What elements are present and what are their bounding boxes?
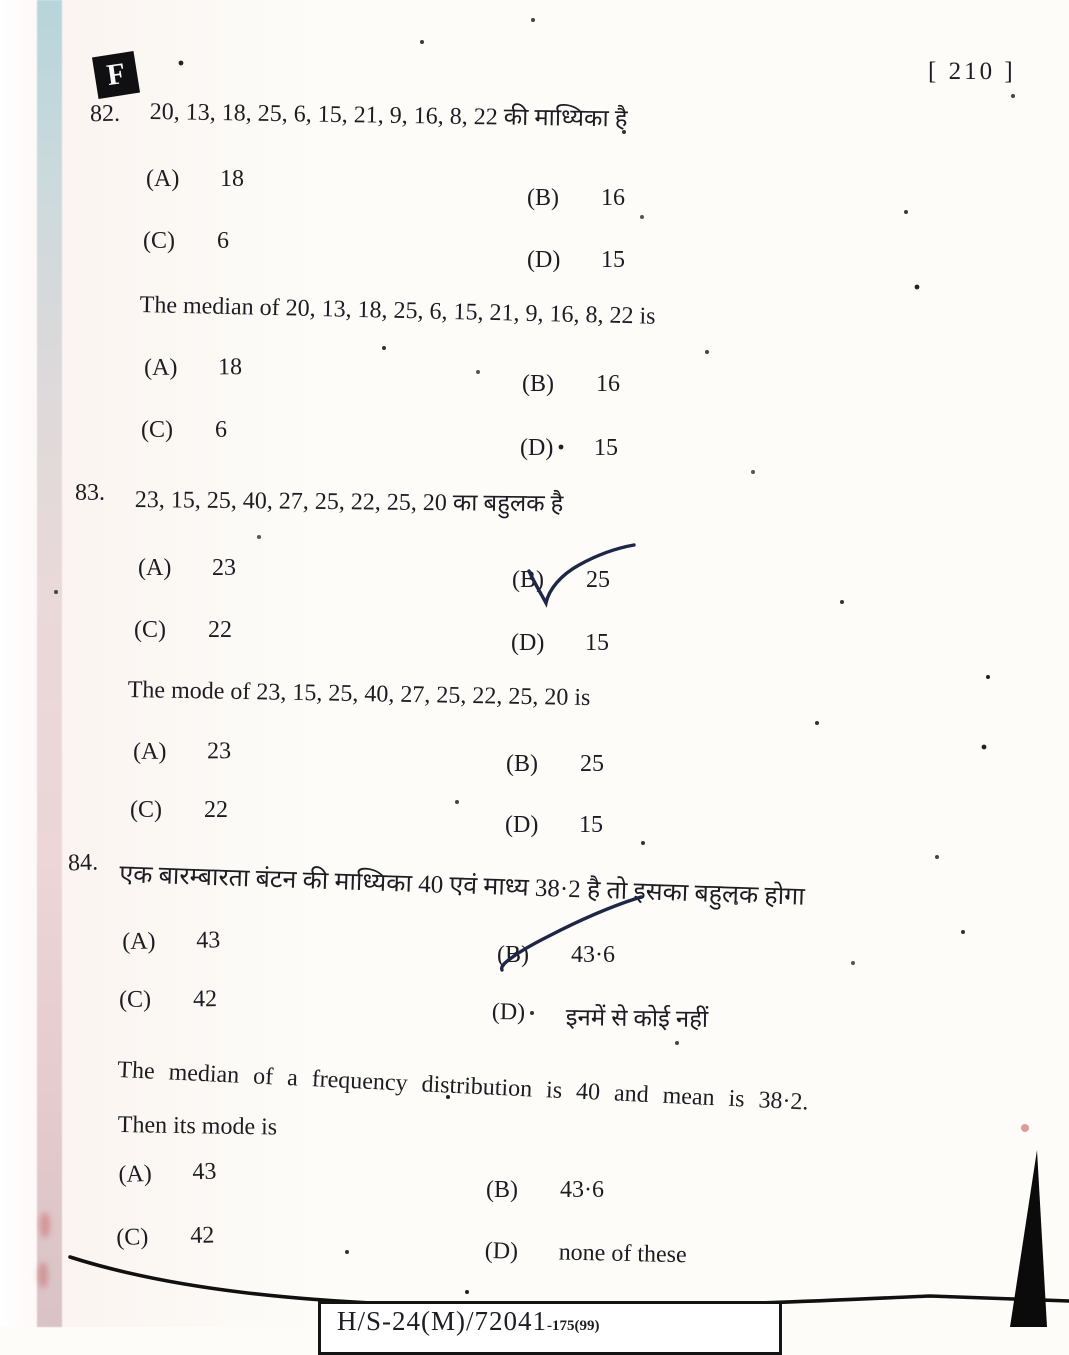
option-value: none of these [558, 1239, 687, 1269]
option-value: 16 [601, 185, 625, 211]
option-label: (B) [497, 942, 529, 968]
question-83-text-hindi: 23, 15, 25, 40, 27, 25, 22, 25, 20 का बहुलक है [134, 486, 564, 518]
option-value: 22 [208, 617, 232, 643]
option-label: (B) [506, 751, 538, 777]
scan-red-speck [1021, 1124, 1029, 1132]
question-83-hi-option-c [134, 617, 232, 644]
option-label: (D) [511, 630, 545, 656]
question-82-hi-option-d [527, 247, 625, 274]
question-82-hi-option-a [146, 166, 244, 193]
question-83-en-option-d [505, 812, 603, 839]
question-84-en-option-c [116, 1222, 215, 1252]
question-84-number: 84. [67, 849, 99, 877]
option-label: (D) [505, 812, 539, 838]
option-value: 16 [596, 371, 620, 397]
option-value: 42 [192, 986, 218, 1013]
question-83-en-option-a [133, 738, 231, 766]
question-82-number: 82. [89, 100, 121, 128]
option-value: 25 [586, 567, 610, 593]
question-84-en-option-b [486, 1177, 604, 1204]
option-label: (C) [143, 228, 175, 254]
question-84-en-option-d [484, 1238, 686, 1269]
option-value: 18 [220, 166, 244, 192]
option-label: (D) [527, 247, 561, 273]
option-label: (A) [138, 555, 172, 581]
question-83-number: 83. [75, 480, 105, 506]
option-label: (C) [119, 986, 152, 1013]
question-84-hi-option-b [497, 942, 615, 969]
option-label: (B) [527, 185, 559, 211]
question-84-text-hindi: एक बारम्बारता बंटन की माध्यिका 40 एवं माध्य 38·2 है तो इसका बहुलक होगा [118, 860, 806, 911]
option-label: (A) [118, 1160, 153, 1188]
option-label: (D) [484, 1238, 519, 1265]
option-value: 43 [195, 927, 221, 954]
question-84-hi-option-c [119, 986, 217, 1014]
question-82-en-option-b [522, 371, 620, 398]
option-label: (D) [491, 999, 526, 1026]
option-value: इनमें से कोई नहीं [565, 1005, 709, 1034]
option-value: 43·6 [571, 942, 615, 968]
question-82-text-hindi: 20, 13, 18, 25, 6, 15, 21, 9, 16, 8, 22 की माध्यिका है [149, 98, 628, 133]
option-label: (C) [134, 617, 166, 643]
question-82-en-option-a [144, 354, 242, 382]
option-label: (A) [133, 738, 167, 765]
option-value: 43·6 [560, 1177, 604, 1203]
footer-code: H/S-24(M)/72041 [337, 1306, 547, 1336]
question-83-hi-option-a [138, 555, 236, 582]
question-83-hi-option-b [512, 567, 610, 594]
option-value: 6 [217, 228, 229, 254]
page-edge-strip [37, 0, 62, 1327]
question-82-text-english: The median of 20, 13, 18, 25, 6, 15, 21, 9, 16, 8, 22 is [139, 292, 656, 330]
series-badge-letter: F [104, 56, 128, 93]
option-label: (B) [512, 567, 544, 593]
question-82-en-option-d [520, 435, 618, 462]
scan-shadow-wedge [1010, 1150, 1047, 1327]
option-value: 22 [204, 797, 228, 823]
option-label: (C) [130, 797, 162, 823]
question-83-en-option-c [130, 797, 228, 824]
question-84-en-option-a [118, 1159, 217, 1189]
option-value: 43 [191, 1158, 217, 1186]
series-badge [92, 51, 140, 99]
page-number-ref: [ 210 ] [928, 58, 1016, 85]
option-label: (D) [520, 435, 554, 461]
option-label: (C) [116, 1224, 149, 1251]
question-84-hi-option-d [492, 999, 709, 1035]
option-value: 18 [217, 354, 243, 381]
scan-smudge [38, 1262, 48, 1288]
option-value: 15 [601, 247, 625, 273]
option-value: 15 [579, 812, 603, 838]
option-label: (A) [144, 354, 178, 381]
option-label: (A) [122, 928, 156, 955]
option-value: 15 [585, 630, 609, 656]
question-82-hi-option-b [527, 185, 625, 212]
question-82-en-option-c [141, 417, 227, 444]
footer-code-box [318, 1301, 782, 1355]
option-value: 25 [580, 751, 604, 777]
option-label: (A) [146, 166, 180, 192]
option-value: 15 [594, 435, 618, 461]
question-83-text-english: The mode of 23, 15, 25, 40, 27, 25, 22, 25, 20 is [127, 677, 591, 712]
option-label: (B) [486, 1177, 518, 1203]
question-84-text-english-line1: The median of a frequency distribution is 40 and mean is 38·2. [116, 1057, 810, 1116]
option-value: 23 [206, 738, 232, 765]
option-value: 23 [212, 555, 236, 581]
question-83-hi-option-d [511, 630, 609, 657]
question-82-hi-option-c [143, 228, 229, 255]
option-value: 6 [215, 417, 227, 443]
footer-code-suffix: -175(99) [547, 1318, 600, 1334]
scan-smudge [40, 1212, 50, 1238]
question-84-text-english-line2: Then its mode is [117, 1112, 278, 1141]
question-84-hi-option-a [122, 927, 220, 956]
option-label: (C) [141, 417, 173, 443]
option-label: (B) [522, 371, 554, 397]
option-value: 42 [189, 1222, 215, 1250]
question-83-en-option-b [506, 751, 604, 778]
scan-specks [0, 0, 2, 2]
